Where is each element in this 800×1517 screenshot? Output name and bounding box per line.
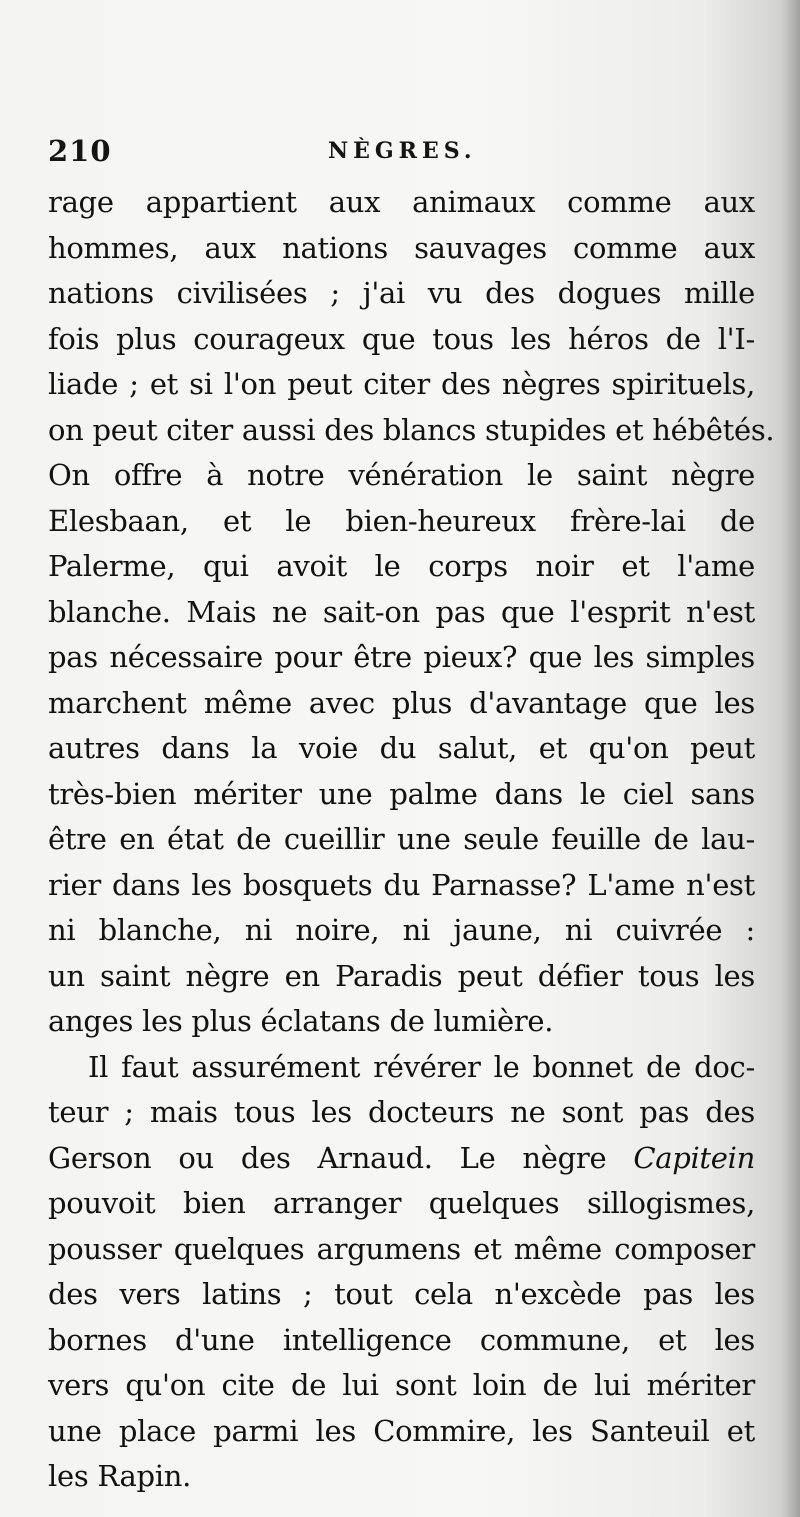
text-line: autres dans la voie du salut, et qu'on peut (48, 731, 755, 765)
text-line: nations civilisées ; j'ai vu des dogues mille (48, 276, 755, 310)
text-line: liade ; et si l'on peut citer des nègres spirituels, (48, 367, 755, 401)
text-line: on peut citer aussi des blancs stupides et hébêtés. (48, 412, 775, 447)
text-line: être en état de cueillir une seule feuille de lau- (48, 822, 755, 856)
text-line: Elesbaan, et le bien-heureux frère-lai de (48, 503, 755, 538)
text-line: On offre à notre vénération le saint nègre (48, 458, 755, 492)
body-text (48, 180, 775, 1500)
text-line-with-italic (48, 1136, 755, 1182)
text-line: teur ; mais tous les docteurs ne sont pas des (48, 1095, 755, 1129)
paragraph-2 (48, 1045, 755, 1500)
text-line: bornes d'une intelligence commune, et les (48, 1322, 755, 1357)
text-line: une place parmi les Commire, les Santeuil et (48, 1413, 755, 1448)
running-title: NÈGRES. (328, 138, 477, 164)
text-line: pousser quelques argumens et même composer (48, 1231, 755, 1266)
text-line: Palerme, qui avoit le corps noir et l'ame (48, 549, 755, 583)
text-line: un saint nègre en Paradis peut défier tous les (48, 958, 755, 993)
text-line: rage appartient aux animaux comme aux (48, 185, 755, 219)
text-line: anges les plus éclatans de lumière. (48, 1004, 554, 1038)
text-line: vers qu'on cite de lui sont loin de lui mériter (48, 1368, 755, 1402)
text-line: blanche. Mais ne sait-on pas que l'esprit n'est (48, 594, 755, 629)
text-line: hommes, aux nations sauvages comme aux (48, 230, 755, 265)
italic-name-capitein: Capitein (633, 1140, 755, 1175)
text-line: marchent même avec plus d'avantage que les (48, 685, 755, 720)
text-segment: Gerson ou des Arnaud. Le nègre (48, 1140, 634, 1175)
page-gutter-shadow (782, 0, 800, 1517)
text-line: très-bien mériter une palme dans le ciel sans (48, 776, 755, 811)
text-line: des vers latins ; tout cela n'excède pas les (48, 1277, 755, 1311)
text-line: Il faut assurément révérer le bonnet de doc- (88, 1049, 755, 1084)
text-line: ni blanche, ni noire, ni jaune, ni cuivrée : (48, 913, 755, 947)
text-line: rier dans les bosquets du Parnasse? L'ame n'est (48, 867, 755, 902)
text-line: les Rapin. (48, 1459, 192, 1493)
paragraph-1 (48, 180, 775, 1045)
text-line: pas nécessaire pour être pieux? que les simples (48, 640, 755, 674)
running-head (48, 128, 748, 168)
page-number: 210 (48, 134, 112, 168)
text-line: pouvoit bien arranger quelques sillogismes, (48, 1186, 755, 1220)
text-line: fois plus courageux que tous les héros de l'I- (48, 321, 755, 356)
